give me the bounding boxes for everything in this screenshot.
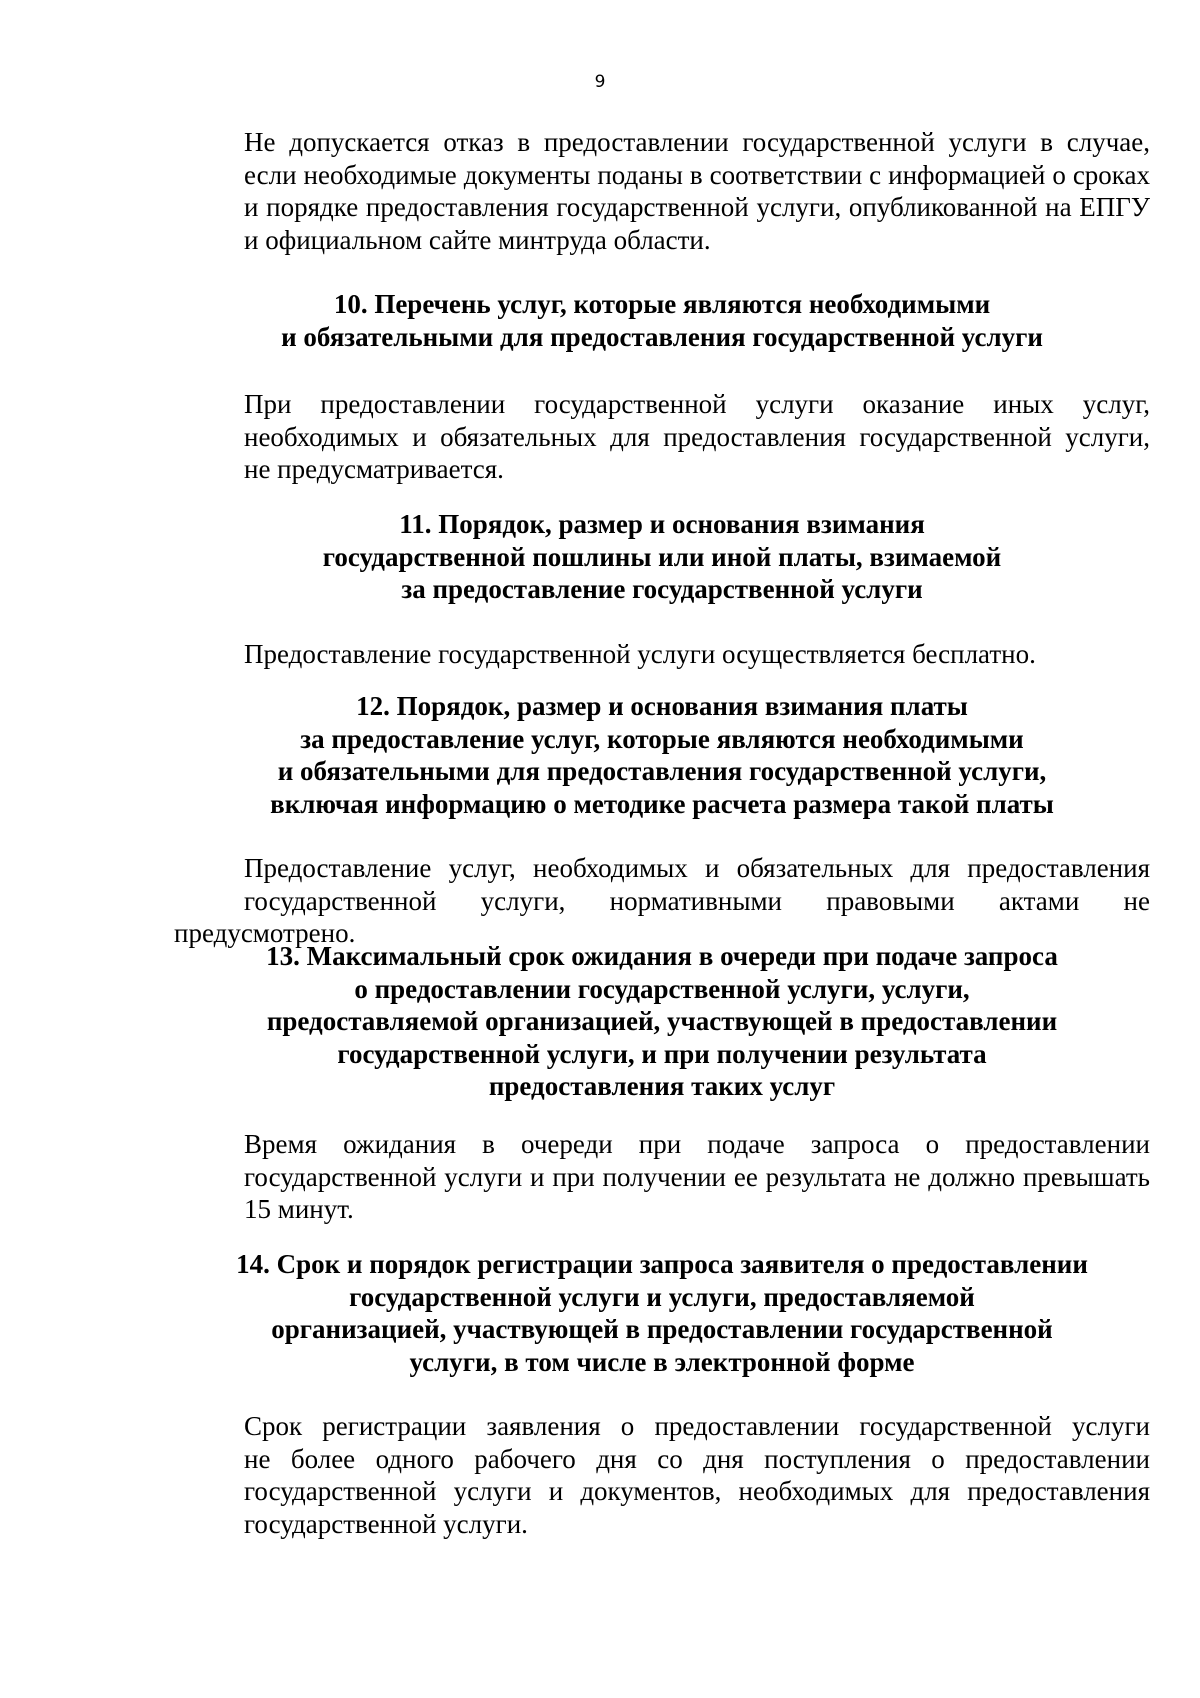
heading-line: государственной услуги и услуги, предоставляемой: [349, 1281, 975, 1312]
paragraph-line: государственной услуги и документов, необходимых для предоставления: [244, 1476, 1150, 1506]
heading-line: 11. Порядок, размер и основания взимания: [399, 509, 925, 539]
paragraph-line: 15 минут.: [244, 1194, 354, 1224]
heading-line: государственной услуги, и при получении результата: [337, 1038, 987, 1069]
heading-line: и обязательными для предоставления государственной услуги,: [277, 756, 1047, 786]
paragraph-line: если необходимые документы поданы в соответствии с информацией о сроках: [244, 159, 1150, 190]
section-12-text: [174, 852, 1150, 950]
heading-line: 12. Порядок, размер и основания взимания платы: [356, 691, 968, 721]
section-14-heading: [174, 1248, 1150, 1378]
section-10-text: [174, 388, 1150, 486]
paragraph-line: Предоставление услуг, необходимых и обязательных для предоставления: [244, 853, 1150, 883]
section-10-heading: [174, 288, 1150, 353]
section-14-text: [174, 1410, 1150, 1540]
heading-line: предоставления таких услуг: [488, 1071, 836, 1101]
heading-line: организацией, участвующей в предоставлении государственной: [271, 1314, 1053, 1344]
paragraph-line: и официальном сайте минтруда области.: [244, 224, 711, 255]
paragraph-line: необходимых и обязательных для предоставления государственной услуги,: [244, 421, 1150, 452]
intro-paragraph: [174, 126, 1150, 256]
heading-line: и обязательными для предоставления государственной услуги: [281, 321, 1043, 352]
page-number: 9: [594, 72, 606, 92]
paragraph-line: Не допускается отказ в предоставлении государственной услуги в случае,: [244, 127, 1150, 157]
heading-line: за предоставление государственной услуги: [401, 574, 923, 604]
section-12-heading: [174, 690, 1150, 820]
paragraph-line: Предоставление государственной услуги осуществляется бесплатно.: [244, 639, 1036, 669]
section-13-text: [174, 1128, 1150, 1226]
section-11-text: [174, 638, 1150, 671]
heading-line: 10. Перечень услуг, которые являются необходимыми: [333, 289, 991, 319]
section-11-heading: [174, 508, 1150, 606]
heading-line: услуги, в том числе в электронной форме: [409, 1346, 915, 1377]
paragraph-line: государственной услуги, нормативными правовыми актами не предусмотрено.: [174, 885, 1150, 948]
heading-line: предоставляемой организацией, участвующей в предоставлении: [266, 1006, 1058, 1036]
heading-line: включая информацию о методике расчета размера такой платы: [270, 788, 1054, 819]
heading-line: за предоставление услуг, которые являются необходимыми: [300, 723, 1024, 754]
paragraph-line: Время ожидания в очереди при подаче запроса о предоставлении: [244, 1129, 1150, 1159]
paragraph-line: государственной услуги.: [244, 1508, 528, 1539]
paragraph-line: и порядке предоставления государственной услуги, опубликованной на ЕПГУ: [244, 192, 1150, 222]
heading-line: государственной пошлины или иной платы, взимаемой: [322, 541, 1002, 572]
paragraph-line: Срок регистрации заявления о предоставлении государственной услуги: [244, 1411, 1150, 1441]
paragraph-line: При предоставлении государственной услуги оказание иных услуг,: [244, 389, 1150, 419]
paragraph-line: государственной услуги и при получении ее результата не должно превышать: [244, 1161, 1150, 1192]
section-13-heading: [174, 940, 1150, 1103]
heading-line: 14. Срок и порядок регистрации запроса заявителя о предоставлении: [236, 1249, 1088, 1279]
heading-line: 13. Максимальный срок ожидания в очереди при подаче запроса: [266, 941, 1058, 971]
heading-line: о предоставлении государственной услуги, услуги,: [354, 973, 970, 1004]
paragraph-line: не предусматривается.: [244, 454, 504, 484]
paragraph-line: не более одного рабочего дня со дня поступления о предоставлении: [244, 1443, 1150, 1474]
